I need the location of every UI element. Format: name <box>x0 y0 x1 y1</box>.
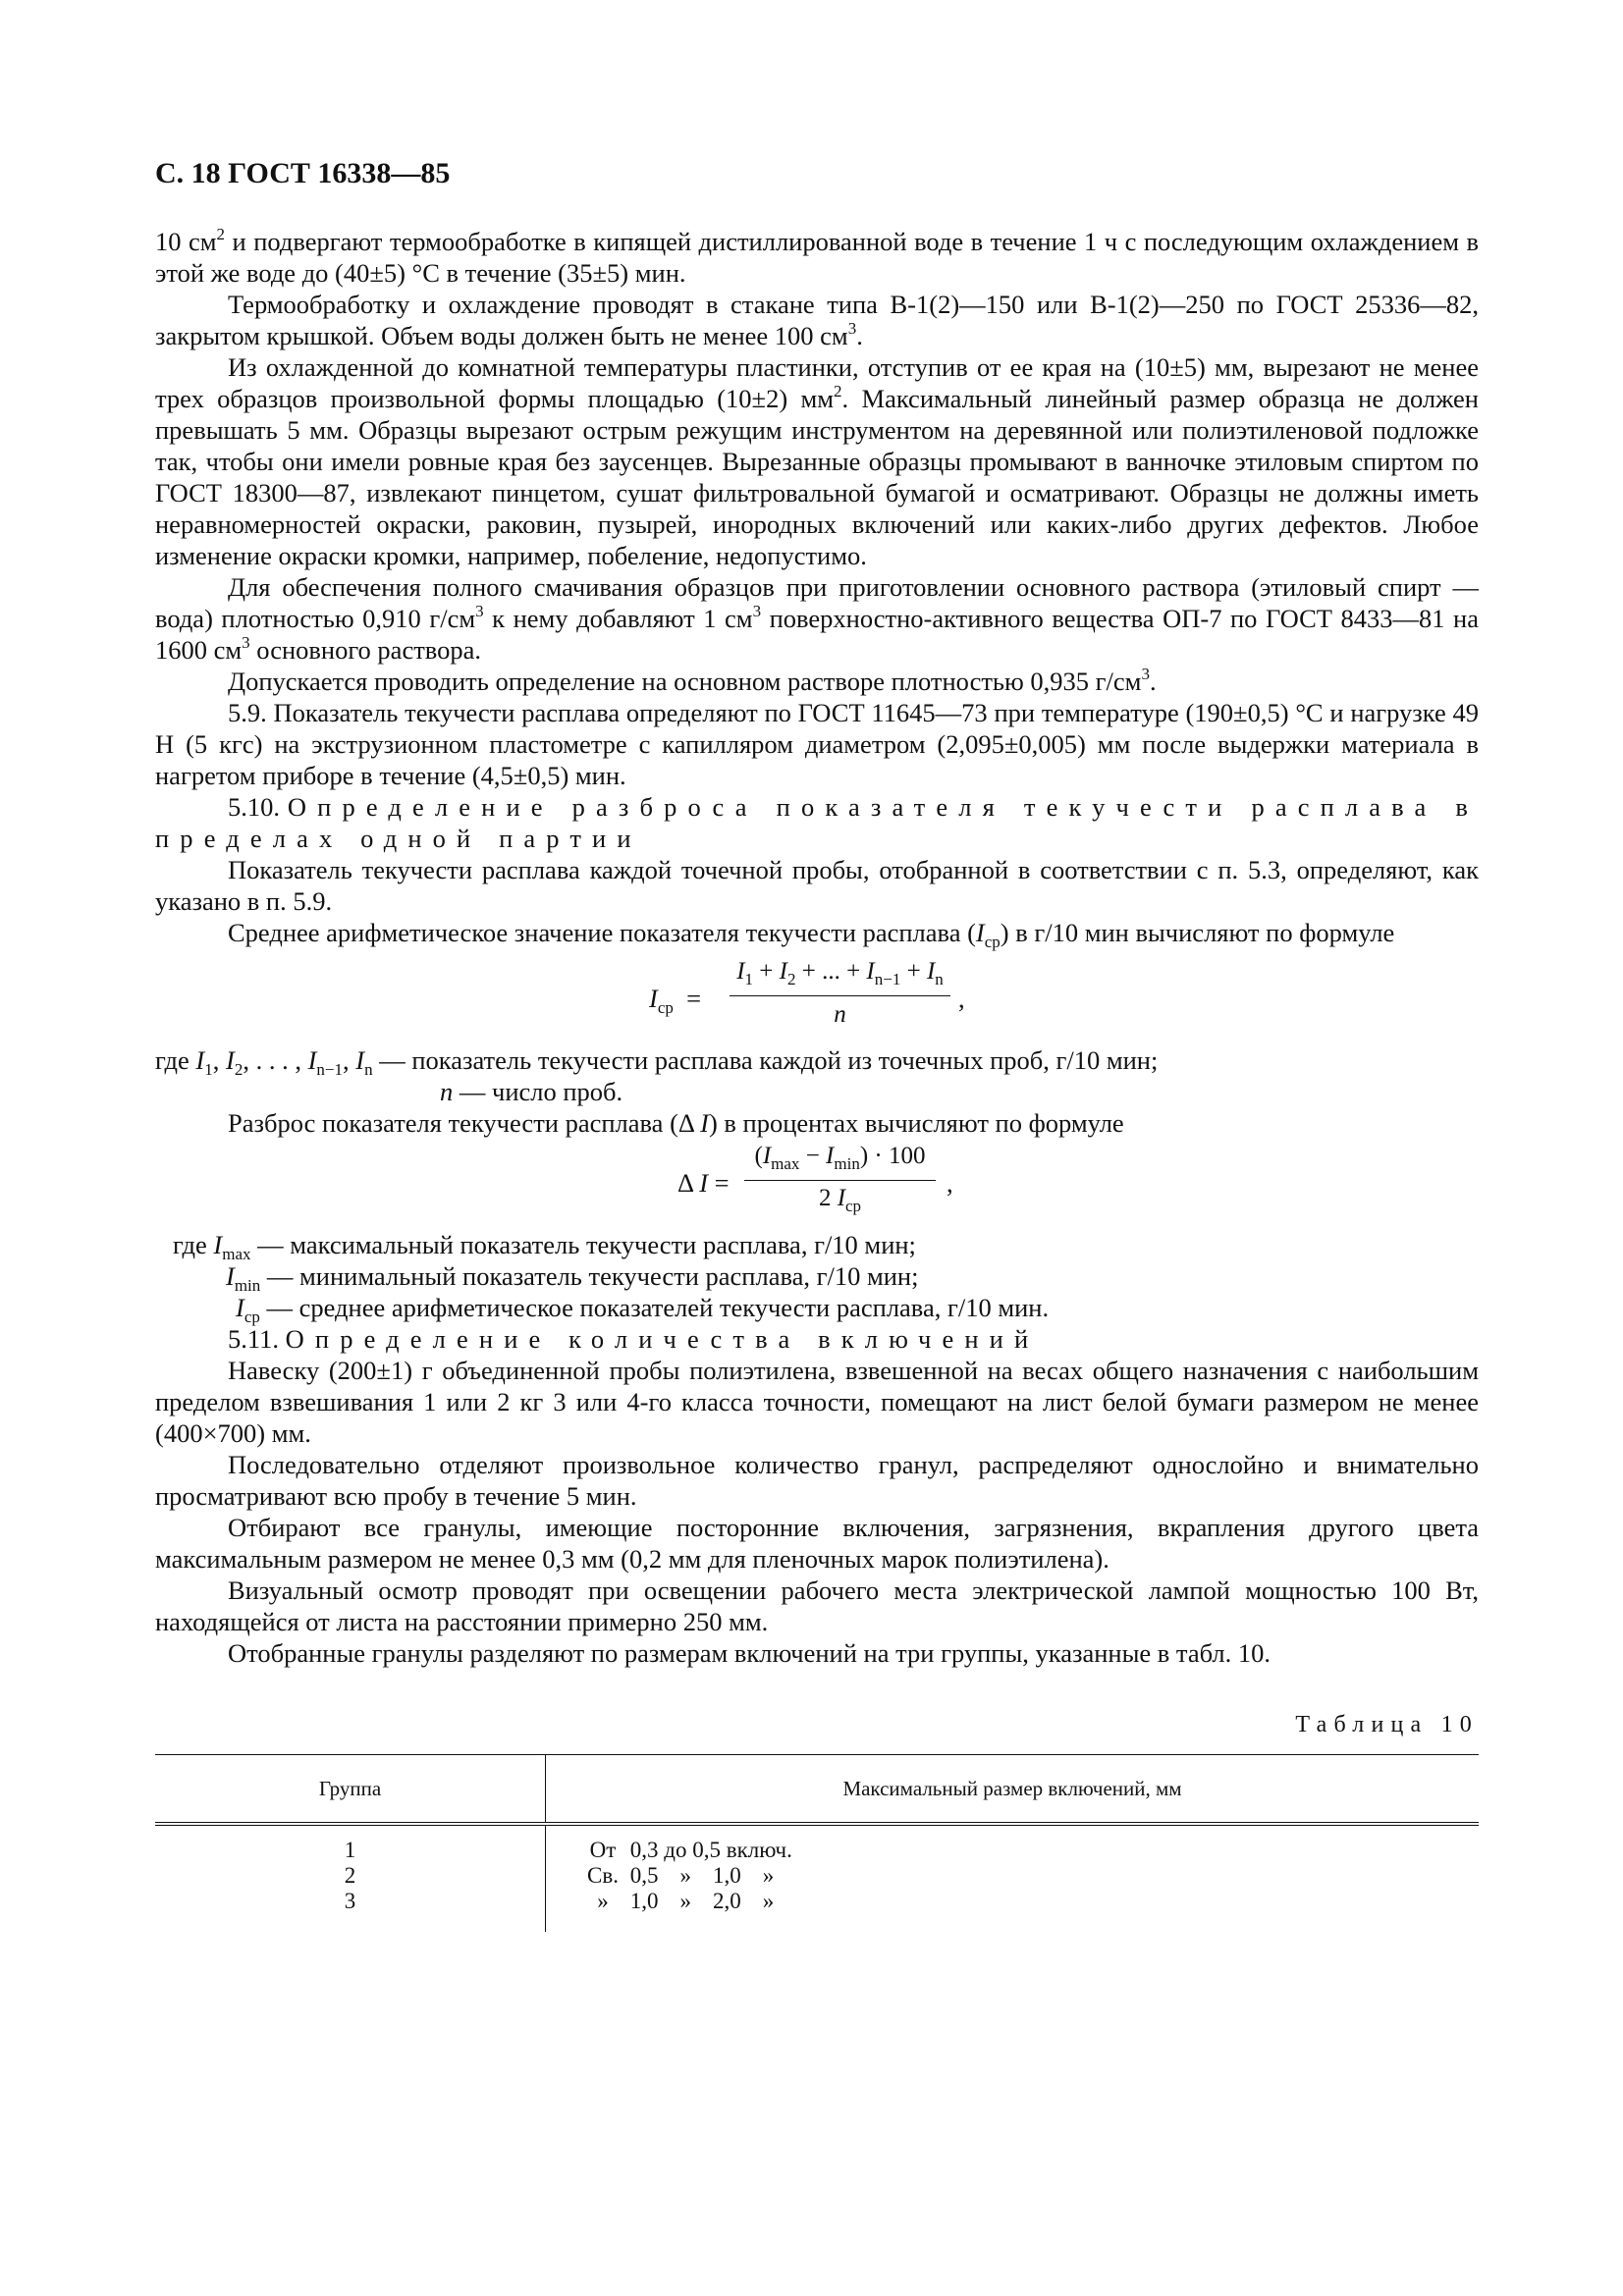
symbol: I <box>649 984 658 1013</box>
cell-suffix: » <box>762 1863 775 1888</box>
page-header: С. 18 ГОСТ 16338—85 <box>155 157 451 189</box>
symbol: I <box>700 1108 709 1138</box>
paragraph <box>155 571 1479 666</box>
where-clause <box>155 1292 1479 1326</box>
symbol: n <box>440 1077 454 1106</box>
text: Среднее арифметическое значение показателя текучести расплава ( <box>228 918 976 947</box>
cell-to: 1,0 <box>713 1863 741 1888</box>
subscript: ср <box>984 933 1001 951</box>
paragraph <box>155 351 1479 571</box>
section-title: Определение разброса показателя текучести расплава в пределах одной партии <box>155 792 1480 853</box>
paragraph <box>155 1107 1479 1139</box>
symbol: I <box>355 1045 365 1075</box>
cell-to: 2,0 <box>713 1889 741 1913</box>
cell-suffix: » <box>762 1889 775 1913</box>
table-caption: Таблица 10 <box>1295 1712 1479 1737</box>
paragraph: Визуальный осмотр проводят при освещении рабочего места электрической лампой мощностью 100 Вт, находящейся от листа на расстоянии примерно 250 мм. <box>155 1575 1479 1636</box>
size-cell <box>546 1863 1480 1889</box>
subscript: 2 <box>234 1060 243 1079</box>
text: . <box>856 321 863 350</box>
subscript: 1 <box>204 1060 213 1079</box>
symbol: I <box>762 1143 772 1169</box>
text: , <box>343 1045 356 1075</box>
cell-mid: до <box>664 1838 687 1862</box>
paragraph: Показатель текучести расплава каждой точечной пробы, отобранной в соответствии с п. 5.3, определяют, как указано в п. 5.9. <box>155 855 1479 916</box>
size-cell <box>546 1824 1480 1863</box>
equals-sign: = <box>708 1168 730 1198</box>
paragraph: Последовательно отделяют произвольное количество гранул, распределяют однослойно и внимательно просматривают всю пробу в течение 5 мин. <box>155 1450 1479 1511</box>
subscript: max <box>222 1245 251 1263</box>
text: ) · 100 <box>859 1143 926 1169</box>
formula-denominator <box>744 1185 936 1215</box>
where-clause <box>155 1044 1479 1079</box>
symbol: I <box>699 1168 709 1198</box>
group-cell: 3 <box>155 1889 546 1932</box>
paragraph: Отбирают все гранулы, имеющие посторонние включения, загрязнения, вкрапления другого цвета максимальным размером не менее 0,3 мм (0,2 мм для пленочных марок полиэтилена). <box>155 1513 1479 1574</box>
superscript: 3 <box>752 602 762 620</box>
text: где <box>173 1230 214 1259</box>
group-cell: 1 <box>155 1824 546 1863</box>
cell-prefix: От <box>589 1838 617 1862</box>
section-5-11-heading <box>155 1323 1479 1355</box>
superscript: 2 <box>216 225 226 243</box>
subscript: ср <box>845 1197 862 1215</box>
table-10 <box>155 1754 1479 1932</box>
cell-from: 0,3 <box>629 1838 659 1862</box>
cell-from: 1,0 <box>629 1889 659 1913</box>
formula-spread <box>155 1139 1479 1229</box>
operator: + <box>900 958 927 985</box>
operator: − <box>799 1143 827 1169</box>
cell-suffix: включ. <box>726 1838 792 1862</box>
text: поверхностно-активного вещества ОП-7 по ГОСТ 8433—81 на 1600 см <box>155 604 1480 665</box>
section-number: 5.10. <box>228 792 280 822</box>
section-5-9: 5.9. Показатель текучести расплава определяют по ГОСТ 11645—73 при температуре (190±0,5) °С и нагрузке 49 Н (5 кгс) на экструзионном пластометре с капилляром диаметром (2,095±0,005) мм после выдержки материала в нагретом приборе в течение (4,5±0,5) мин. <box>155 698 1479 790</box>
formula-denominator <box>730 1001 950 1029</box>
text: и подвергают термообработке в кипящей дистиллированной воде в течение 1 ч с последующим охлаждением в этой же воде до (40±5) °С в течение (35±5) мин. <box>155 227 1479 288</box>
text: 10 см <box>155 227 217 256</box>
symbol: I <box>736 958 745 985</box>
fraction-bar <box>730 995 950 996</box>
formula-numerator <box>730 958 950 986</box>
where-clause <box>155 1229 1479 1263</box>
text: — показатель текучести расплава каждой из точечных проб, г/10 мин; <box>372 1045 1159 1075</box>
text: Из охлажденной до комнатной температуры пластинки, отступив от ее края на (10±5) мм, вырезают не менее трех образцов произвольной формы площадью (10±2) мм <box>155 352 1479 413</box>
where-clause <box>155 1076 1479 1107</box>
symbol: I <box>926 958 936 985</box>
symbol: I <box>826 1143 835 1169</box>
symbol: I <box>307 1045 317 1075</box>
paragraph <box>155 289 1479 351</box>
cell-prefix: » <box>597 1889 609 1913</box>
paragraph: Навеску (200±1) г объединенной пробы полиэтилена, взвешенной на весах общего назначения с наибольшим пределом взвешивания 1 или 2 кг 3 или 4-го класса точности, помещают на лист белой бумаги размером не менее (400×700) мм. <box>155 1356 1479 1448</box>
section-title: Определение количества включений <box>285 1324 1040 1354</box>
formula-numerator <box>744 1143 936 1173</box>
cell-to: 0,5 <box>692 1838 721 1862</box>
symbol: I <box>837 1185 846 1211</box>
subscript: 1 <box>744 970 754 988</box>
text: где <box>155 1045 196 1075</box>
cell-mid: » <box>679 1863 691 1888</box>
table-row <box>155 1863 1479 1889</box>
text: Термообработку и охлаждение проводят в стакане типа В-1(2)—150 или В-1(2)—250 по ГОСТ 25336—82, закрытом крышкой. Объем воды должен быть не менее 100 см <box>155 290 1479 350</box>
document-page <box>155 157 1479 1932</box>
subscript: n−1 <box>874 970 901 988</box>
symbol: I <box>866 958 875 985</box>
section-number: 5.11. <box>228 1324 280 1354</box>
text: , . . . , <box>243 1045 308 1075</box>
text: ) в процентах вычисляют по формуле <box>708 1108 1124 1138</box>
operator: + <box>753 958 780 985</box>
text: — среднее арифметическое показателей текучести расплава, г/10 мин. <box>259 1293 1050 1322</box>
table-header-row <box>155 1755 1479 1825</box>
paragraph <box>155 226 1479 289</box>
paragraph: Отобранные гранулы разделяют по размерам включений на три группы, указанные в табл. 10. <box>228 1638 1271 1668</box>
subscript: max <box>771 1154 800 1173</box>
where-clause <box>155 1260 1479 1295</box>
text: . Максимальный линейный размер образца не должен превышать 5 мм. Образцы вырезают острым режущим инструментом на деревянной или полиэтиленовой подложке так, чтобы они имели ровные края без заусенцев. Вырезанные образцы промывают в ванночке этиловым спиртом по ГОСТ 18300—87, извлекают пинцетом, сушат фильтровальной бумагой и осматривают. Образцы не должны иметь неравномерностей окраски, раковин, пузырей, инородных включений или каких-либо других дефектов. Любое изменение окраски кромки, например, побеление, недопустимо. <box>155 384 1479 570</box>
subscript: ср <box>243 1308 260 1326</box>
formula-lhs <box>677 1168 730 1199</box>
section-5-10-heading <box>155 791 1479 854</box>
text: Для обеспечения полного смачивания образцов при приготовлении основного раствора (этиловый спирт — вода) плотностью 0,910 г/см <box>155 572 1479 633</box>
symbol: n <box>834 1001 846 1028</box>
text: , <box>212 1045 226 1075</box>
group-cell: 2 <box>155 1863 546 1889</box>
paragraph <box>155 917 1479 951</box>
text: ( <box>754 1143 763 1169</box>
text: — максимальный показатель текучести расплава, г/10 мин; <box>250 1230 916 1259</box>
formula-comma: , <box>958 984 965 1013</box>
symbol: I <box>226 1045 235 1075</box>
operator: + ... + <box>795 958 867 985</box>
text: Допускается проводить определение на основном растворе плотностью 0,935 г/см <box>228 667 1142 696</box>
superscript: 3 <box>475 602 484 620</box>
text: . <box>1149 667 1157 696</box>
superscript: 3 <box>242 633 250 652</box>
cell-prefix: Св. <box>587 1863 619 1888</box>
text: основного раствора. <box>249 635 482 665</box>
formula-lhs <box>649 984 702 1017</box>
formula-mean <box>155 948 1479 1044</box>
fraction-bar <box>744 1180 936 1181</box>
text: — число проб. <box>453 1077 623 1106</box>
text: Δ <box>677 1168 700 1198</box>
column-header-group: Группа <box>155 1755 546 1825</box>
size-cell <box>546 1889 1480 1932</box>
cell-mid: » <box>679 1889 691 1913</box>
superscript: 3 <box>1141 665 1150 683</box>
text: ) в г/10 мин вычисляют по формуле <box>1000 918 1395 947</box>
subscript: 2 <box>786 970 796 988</box>
subscript: ср <box>657 998 674 1017</box>
equals-sign: = <box>686 984 702 1013</box>
formula-comma: , <box>947 1168 953 1198</box>
column-header-size: Максимальный размер включений, мм <box>546 1755 1480 1825</box>
paragraph <box>155 666 1479 697</box>
text: Разброс показателя текучести расплава (Δ <box>228 1108 701 1138</box>
symbol: I <box>195 1045 205 1075</box>
symbol: I <box>226 1261 235 1291</box>
text: 2 <box>818 1185 838 1211</box>
superscript: 2 <box>834 382 842 400</box>
table-row <box>155 1889 1479 1932</box>
symbol: I <box>975 918 985 947</box>
cell-from: 0,5 <box>629 1863 659 1888</box>
subscript: min <box>834 1154 860 1173</box>
subscript: n <box>935 970 944 988</box>
subscript: min <box>234 1276 261 1295</box>
subscript: n−1 <box>316 1060 343 1079</box>
symbol: I <box>779 958 787 985</box>
table-row <box>155 1824 1479 1863</box>
text: — минимальный показатель текучести расплава, г/10 мин; <box>260 1261 919 1291</box>
subscript: n <box>364 1060 373 1079</box>
symbol: I <box>236 1293 244 1322</box>
superscript: 3 <box>847 319 857 338</box>
text: к нему добавляют 1 см <box>483 604 753 633</box>
symbol: I <box>213 1230 223 1259</box>
